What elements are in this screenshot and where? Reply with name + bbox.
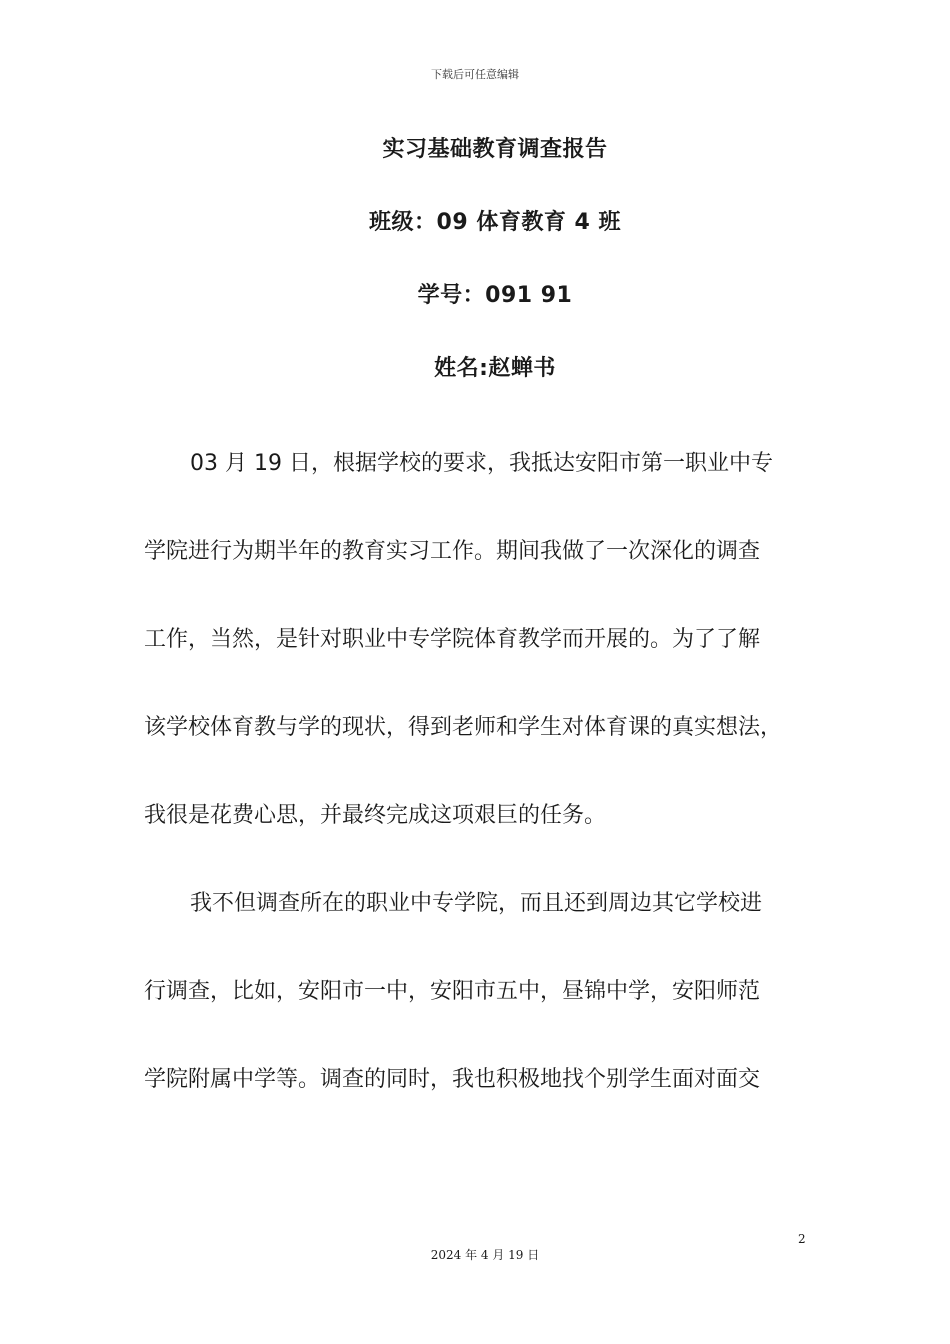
paragraph-2-line-1: 我不但调查所在的职业中专学院，而且还到周边其它学校进 — [190, 891, 763, 916]
page-number: 2 — [798, 1232, 806, 1246]
paragraph-2-line-2: 行调查，比如，安阳市一中，安阳市五中，昼锦中学，安阳师范 — [144, 979, 761, 1004]
page-header: 下载后可任意编辑 — [431, 68, 519, 81]
footer-date: 2024 年 4 月 19 日 — [430, 1248, 540, 1262]
student-name-line: 姓名:赵蝉书 — [434, 356, 556, 381]
report-title: 实习基础教育调查报告 — [382, 137, 608, 162]
title-block — [0, 130, 950, 422]
paragraph-1-line-2: 学院进行为期半年的教育实习工作。期间我做了一次深化的调查 — [144, 539, 761, 564]
paragraph-1-line-5: 我很是花费心思，并最终完成这项艰巨的任务。 — [144, 803, 607, 828]
paragraph-1-line-4: 该学校体育教与学的现状，得到老师和学生对体育课的真实想法， — [144, 715, 783, 740]
body-text — [144, 420, 804, 1124]
paragraph-1-line-1: 03 月 19 日，根据学校的要求，我抵达安阳市第一职业中专 — [190, 451, 773, 476]
paragraph-2-line-3: 学院附属中学等。调查的同时，我也积极地找个别学生面对面交 — [144, 1067, 761, 1092]
student-id-line: 学号：091 91 — [417, 283, 573, 308]
paragraph-1-line-3: 工作，当然，是针对职业中专学院体育教学而开展的。为了了解 — [144, 627, 761, 652]
class-line: 班级：09 体育教育 4 班 — [369, 210, 621, 235]
